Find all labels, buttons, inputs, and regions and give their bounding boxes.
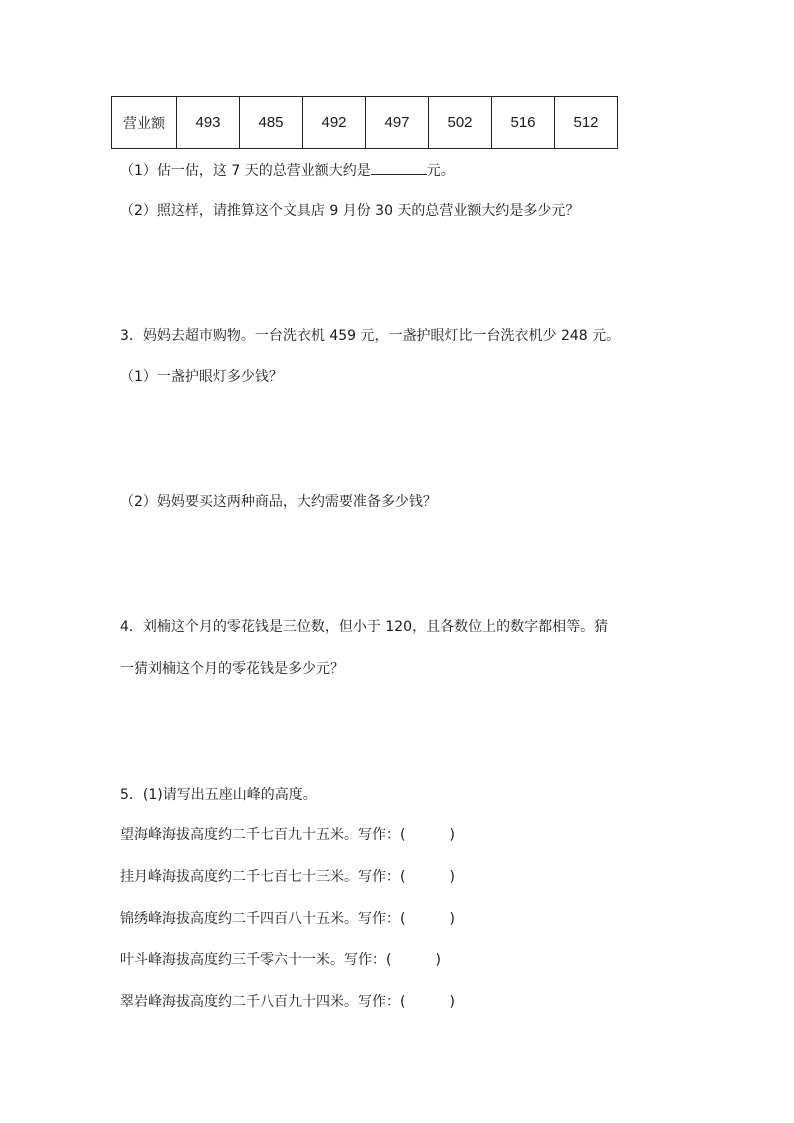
q5-stem: 5．(1)请写出五座山峰的高度。 (120, 787, 317, 803)
paren-close: ) (449, 994, 455, 1010)
paren-close: ) (449, 869, 455, 885)
q5-item (120, 951, 441, 969)
q2-part2: （2）照这样，请推算这个文具店 9 月份 30 天的总营业额大约是多少元？ (120, 203, 580, 219)
table-value-cell: 492 (303, 97, 366, 149)
q5-item (120, 993, 455, 1011)
q5-item (120, 868, 455, 886)
q2-part1-unit: 元。 (426, 163, 455, 179)
q5-item-text: 翠岩峰海拔高度约二千八百九十四米。 (120, 994, 358, 1010)
q4-line1: 4．刘楠这个月的零花钱是三位数，但小于 120，且各数位上的数字都相等。猜 (120, 619, 609, 635)
paren-close: ) (449, 827, 455, 843)
q3-stem: 3．妈妈去超市购物。一台洗衣机 459 元，一盏护眼灯比一台洗衣机少 248 元。 (120, 328, 621, 344)
write-label: 写作： (358, 994, 400, 1010)
table-value-cell: 497 (366, 97, 429, 149)
q5-item-text: 叶斗峰海拔高度约三千零六十一米。 (120, 952, 344, 968)
paren-open: ( (400, 827, 406, 843)
paren-open: ( (386, 952, 392, 968)
table-value-cell: 493 (177, 97, 240, 149)
table-value-cell: 516 (492, 97, 555, 149)
table-value-cell: 512 (555, 97, 618, 149)
write-label: 写作： (358, 869, 400, 885)
table-value-cell: 502 (429, 97, 492, 149)
sales-table (111, 96, 618, 149)
q5-item-text: 锦绣峰海拔高度约二千四百八十五米。 (120, 911, 358, 927)
q5-item-text: 挂月峰海拔高度约二千七百七十三米。 (120, 869, 358, 885)
write-label: 写作： (358, 827, 400, 843)
write-label: 写作： (358, 911, 400, 927)
paren-open: ( (400, 994, 406, 1010)
q2-part1 (120, 160, 455, 180)
table-value-cell: 485 (240, 97, 303, 149)
q3-part1: （1）一盏护眼灯多少钱？ (120, 369, 283, 385)
answer-blank[interactable] (371, 160, 427, 175)
paren-open: ( (400, 911, 406, 927)
q5-item-text: 望海峰海拔高度约二千七百九十五米。 (120, 827, 358, 843)
table-row (112, 97, 618, 149)
paren-close: ) (449, 911, 455, 927)
q3-part2: （2）妈妈要买这两种商品，大约需要准备多少钱？ (120, 494, 437, 510)
paren-open: ( (400, 869, 406, 885)
q5-item (120, 910, 455, 928)
q5-item (120, 826, 455, 844)
table-header-cell: 营业额 (112, 97, 177, 149)
paren-close: ) (435, 952, 441, 968)
write-label: 写作： (344, 952, 386, 968)
q2-part1-text: （1）估一估，这 7 天的总营业额大约是 (120, 163, 371, 179)
q4-line2: 一猜刘楠这个月的零花钱是多少元？ (120, 661, 344, 677)
